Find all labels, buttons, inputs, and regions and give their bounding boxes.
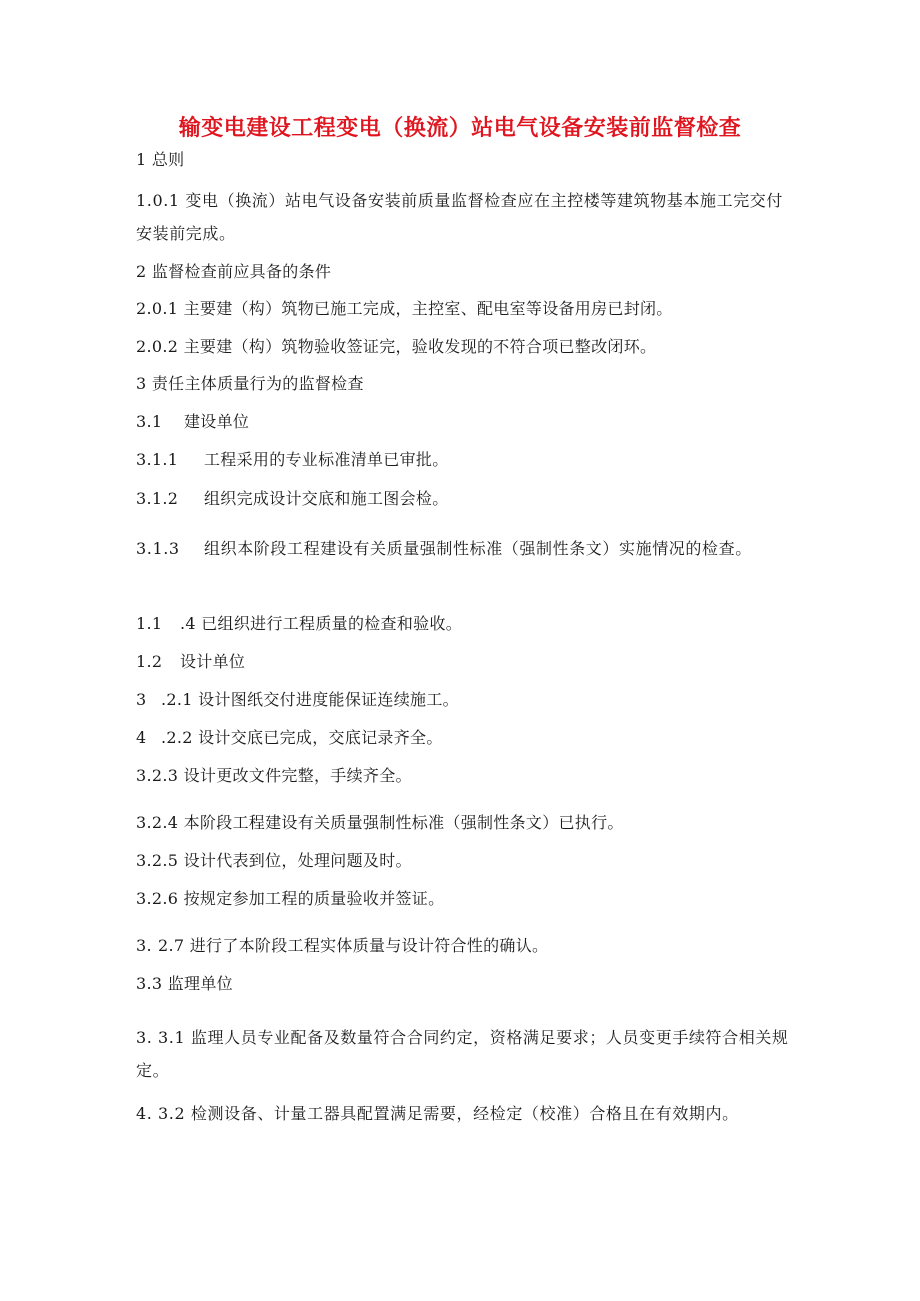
clause-1-0-1 [136,184,796,250]
line-text: 3.3 监理单位 [136,974,233,993]
clause-3-3 [136,972,796,996]
clause-number: 3.1.1 [136,450,179,469]
line-text: 1 总则 [136,150,185,169]
clause-2-0-2 [136,335,796,359]
clause-number: 3. [136,936,152,955]
clause-1-2 [136,650,796,674]
clause-number: 1.1 [136,614,163,633]
line-text: 3.2.4 本阶段工程建设有关质量强制性标准（强制性条文）已执行。 [136,813,624,832]
section-2-heading [136,260,796,284]
line-text: 3.2 检测设备、计量工器具配置满足需要，经检定（校准）合格且在有效期内。 [158,1104,739,1123]
line-text: 3.2.5 设计代表到位，处理问题及时。 [136,851,412,870]
clause-3-2-3 [136,764,796,788]
line-text: 2.0.2 主要建（构）筑物验收签证完，验收发现的不符合项已整改闭环。 [136,337,657,356]
line-text: 2.0.1 主要建（构）筑物已施工完成，主控室、配电室等设备用房已封闭。 [136,299,673,318]
section-1-heading [136,148,796,172]
clause-3-1-3 [136,532,796,565]
document-title: 输变电建设工程变电（换流）站电气设备安装前监督检查 [178,116,742,141]
line-text: 3.2.6 按规定参加工程的质量验收并签证。 [136,889,445,908]
line-text: 设计单位 [180,652,246,671]
clause-3-2-5 [136,849,796,873]
clause-2-0-1 [136,297,796,321]
clause-number: 3. [136,1028,153,1047]
clause-3-1-1 [136,448,796,472]
line-text: 2.7 进行了本阶段工程实体质量与设计符合性的确认。 [158,936,549,955]
clause-3-2-4 [136,811,796,835]
clause-3-2-2 [136,726,796,750]
clause-3-1 [136,410,796,434]
line-text: 2 监督检查前应具备的条件 [136,262,332,281]
line-text: 组织完成设计交底和施工图会检。 [204,489,449,508]
line-text: 3.2.3 设计更改文件完整，手续齐全。 [136,766,412,785]
line-text: 3 责任主体质量行为的监督检查 [136,374,364,393]
line-text: 工程采用的专业标准清单已审批。 [204,450,449,469]
line-text: 3.1 监理人员专业配备及数量符合合同约定，资格满足要求；人员变更手续符合相关规定。 [136,1028,789,1080]
clause-number: 3 [136,690,147,709]
line-text: .4 已组织进行工程质量的检查和验收。 [180,614,463,633]
clause-3-1-2 [136,487,796,511]
line-text: .2.1 设计图纸交付进度能保证连续施工。 [161,690,459,709]
clause-number: 3.1.3 [136,539,180,558]
clause-number: 4 [136,728,147,747]
clause-3-2-1 [136,688,796,712]
section-3-heading [136,372,796,396]
line-text: .2.2 设计交底已完成，交底记录齐全。 [161,728,443,747]
clause-number: 4. [136,1104,153,1123]
line-text: 1.0.1 变电（换流）站电气设备安装前质量监督检查应在主控楼等建筑物基本施工完交付安装前完成。 [136,191,783,243]
line-text: 组织本阶段工程建设有关质量强制性标准（强制性条文）实施情况的检查。 [204,539,752,558]
clause-3-2-6 [136,887,796,911]
clause-number: 3.1 [136,412,163,431]
clause-1-1-4 [136,612,796,636]
clause-number: 3.1.2 [136,489,179,508]
clause-3-2-7 [136,934,796,958]
clause-3-3-2 [136,1097,796,1130]
line-text: 建设单位 [184,412,250,431]
clause-number: 1.2 [136,652,163,671]
clause-3-3-1 [136,1021,796,1087]
